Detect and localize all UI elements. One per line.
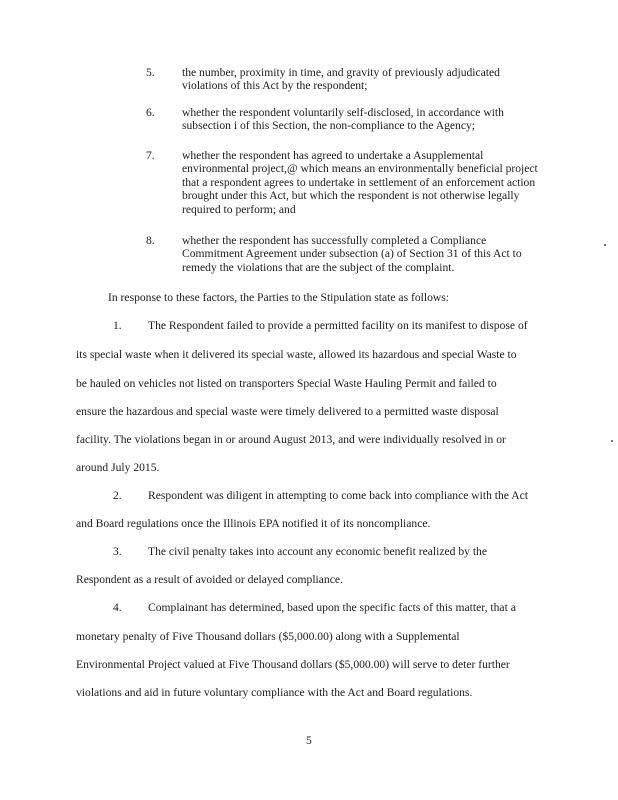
intro-sentence: In response to these factors, the Parties to the Stipulation state as follows: [108,291,449,304]
factor-number: 7. [146,149,155,162]
paragraph-line: Complainant has determined, based upon the specific facts of this matter, that a [148,601,516,614]
factor-text: the number, proximity in time, and gravity of previously adjudicated violations of this Act by the respondent; [182,66,500,93]
paragraph-line: The civil penalty takes into account any economic benefit realized by the [148,545,487,558]
page-number: 5 [306,734,312,747]
factor-text: whether the respondent has agreed to undertake a Asupplemental environmental project,@ which means an environmentally beneficial project that a respondent agrees to undertake in settlement of an enforcement action brought under this Act, but which the respondent is not otherwise legally required to perform; and [182,149,538,216]
scan-speck [604,244,606,246]
scan-speck [611,440,613,442]
paragraph-line: monetary penalty of Five Thousand dollars ($5,000.00) along with a Supplemental [76,630,460,643]
paragraph-number: 4. [113,601,122,614]
factor-text: whether the respondent has successfully completed a Compliance Commitment Agreement under subsection (a) of Section 31 of this Act to remedy the violations that are the subject of the complaint. [182,234,522,274]
factor-text: whether the respondent voluntarily self-disclosed, in accordance with subsection i of this Section, the non-compliance to the Agency; [182,106,504,133]
factor-number: 8. [146,234,155,247]
factor-number: 5. [146,66,155,79]
paragraph-line: be hauled on vehicles not listed on transporters Special Waste Hauling Permit and failed to [76,377,497,390]
paragraph-number: 2. [113,489,122,502]
paragraph-line: Respondent as a result of avoided or delayed compliance. [76,573,343,586]
factor-number: 6. [146,106,155,119]
paragraph-line: Environmental Project valued at Five Thousand dollars ($5,000.00) will serve to deter further [76,658,510,671]
paragraph-line: The Respondent failed to provide a permitted facility on its manifest to dispose of [148,319,528,332]
paragraph-line: violations and aid in future voluntary compliance with the Act and Board regulations. [76,686,473,699]
paragraph-number: 1. [113,319,122,332]
paragraph-line: ensure the hazardous and special waste were timely delivered to a permitted waste disposal [76,405,499,418]
paragraph-line: facility. The violations began in or around August 2013, and were individually resolved in or [76,433,506,446]
paragraph-line: around July 2015. [76,461,160,474]
paragraph-line: Respondent was diligent in attempting to come back into compliance with the Act [148,489,528,502]
paragraph-number: 3. [113,545,122,558]
paragraph-line: its special waste when it delivered its special waste, allowed its hazardous and special Waste to [76,348,517,361]
paragraph-line: and Board regulations once the Illinois EPA notified it of its noncompliance. [76,517,431,530]
